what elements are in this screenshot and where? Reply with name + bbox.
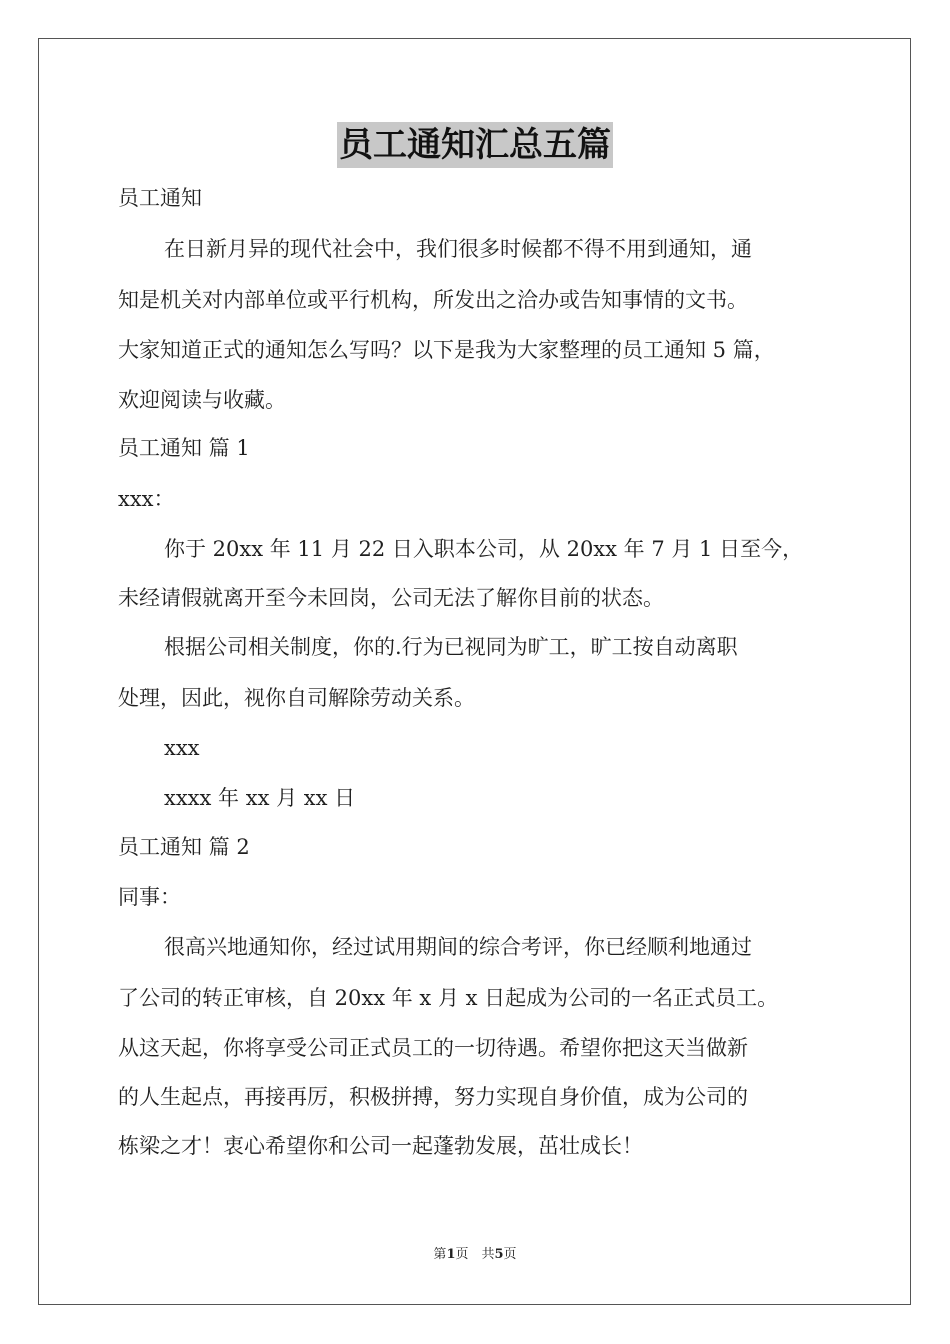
section-heading: 员工通知 [118,186,202,210]
signature-date: xxxx 年 xx 月 xx 日 [164,786,356,810]
page-footer [0,1246,950,1264]
section-heading: 员工通知 篇 2 [118,835,250,859]
signature-name: xxx [164,736,200,760]
footer-page-current: 1 [446,1247,456,1262]
footer-prefix: 第 [433,1247,447,1262]
salutation: 同事： [118,885,181,909]
document-title: 员工通知汇总五篇 [337,122,613,168]
paragraph-line: 欢迎阅读与收藏。 [118,388,286,412]
footer-page-total: 5 [494,1247,504,1262]
paragraph-line: 你于 20xx 年 11 月 22 日入职本公司，从 20xx 年 7 月 1 日至今， [164,537,804,561]
paragraph-line: 很高兴地通知你，经过试用期间的综合考评，你已经顺利地通过 [164,935,752,959]
paragraph-line: 根据公司相关制度，你的.行为已视同为旷工，旷工按自动离职 [164,635,738,659]
section-heading: 员工通知 篇 1 [118,436,250,460]
paragraph-line: 栋梁之才！衷心希望你和公司一起蓬勃发展，茁壮成长！ [118,1134,643,1158]
paragraph-line: 在日新月异的现代社会中，我们很多时候都不得不用到通知，通 [164,237,752,261]
footer-suffix: 页 [503,1247,517,1262]
paragraph-line: 的人生起点，再接再厉，积极拼搏，努力实现自身价值，成为公司的 [118,1085,748,1109]
paragraph-line: 未经请假就离开至今未回岗，公司无法了解你目前的状态。 [118,586,664,610]
paragraph-line: 大家知道正式的通知怎么写吗？以下是我为大家整理的员工通知 5 篇， [118,338,775,362]
paragraph-line: 知是机关对内部单位或平行机构，所发出之洽办或告知事情的文书。 [118,288,748,312]
paragraph-line: 了公司的转正审核，自 20xx 年 x 月 x 日起成为公司的一名正式员工。 [118,986,779,1010]
footer-mid: 页 共 [455,1247,495,1262]
paragraph-line: 处理，因此，视你自司解除劳动关系。 [118,686,475,710]
salutation: xxx： [118,487,175,511]
page-border [38,38,911,1305]
paragraph-line: 从这天起，你将享受公司正式员工的一切待遇。希望你把这天当做新 [118,1036,748,1060]
title-container [0,122,950,168]
